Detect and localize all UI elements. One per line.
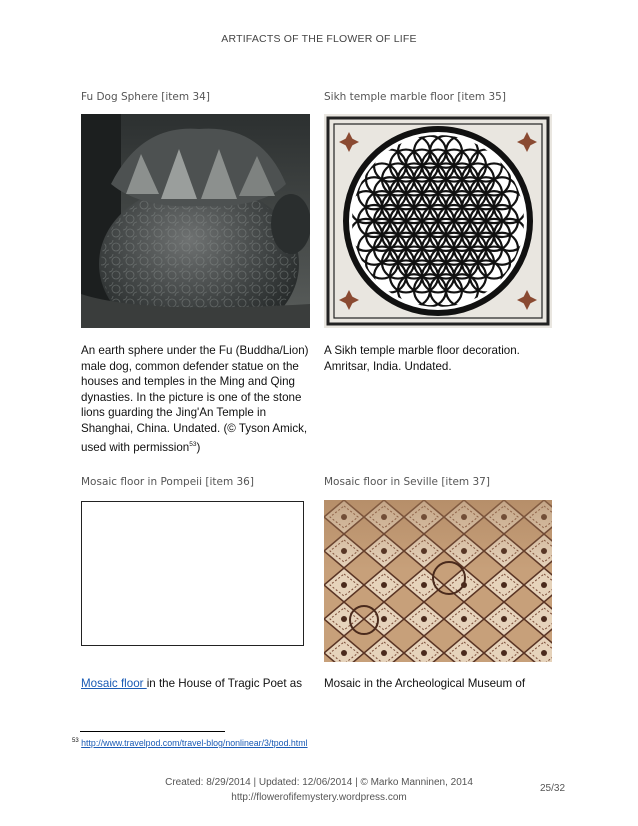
item-36-title: Mosaic floor in Pompeii [item 36] (81, 476, 254, 488)
seville-mosaic-image (324, 500, 552, 662)
footer-created-line: Created: 8/29/2014 | Updated: 12/06/2014 | © Marko Manninen, 2014 (165, 777, 473, 788)
footnote-53 (72, 738, 308, 748)
fu-dog-sphere-image (81, 114, 310, 328)
item-34-title: Fu Dog Sphere [item 34] (81, 91, 210, 103)
item-37-caption: Mosaic in the Archeological Museum of (324, 677, 526, 690)
item-36-caption-text: in the House of Tragic Poet as (146, 677, 303, 690)
footer-site-line: http://flowerofifemystery.wordpress.com (231, 792, 407, 803)
item-37-title: Mosaic floor in Seville [item 37] (324, 476, 490, 488)
item-34-caption-end: ) (196, 440, 201, 454)
page-number: 25/32 (540, 783, 566, 794)
footnote-divider (80, 731, 225, 732)
footnote-ref-53[interactable]: 53 (189, 440, 197, 448)
item-35-caption: A Sikh temple marble floor decoration. Amritsar, India. Undated. (324, 344, 520, 373)
item-34-caption (81, 343, 316, 455)
sikh-marble-floor-image (324, 114, 552, 328)
item-34-caption-text: An earth sphere under the Fu (Buddha/Lion) male dog, common defender statue on the houses and temples in the Ming and Qing dynasties. In the picture is one of the stone lions guarding the Jing'An Temple in Shanghai, China. Undated. (© Tyson Amick, used with permission (81, 344, 309, 454)
mosaic-floor-link[interactable]: Mosaic floor (81, 677, 147, 690)
footnote-number: 53 (72, 738, 79, 744)
footnote-link[interactable]: http://www.travelpod.com/travel-blog/nonlinear/3/tpod.html (81, 738, 308, 748)
item-35-title: Sikh temple marble floor [item 35] (324, 91, 506, 103)
pompeii-image-placeholder (81, 501, 304, 646)
item-36-caption (81, 676, 316, 692)
running-header: ARTIFACTS OF THE FLOWER OF LIFE (221, 33, 417, 45)
